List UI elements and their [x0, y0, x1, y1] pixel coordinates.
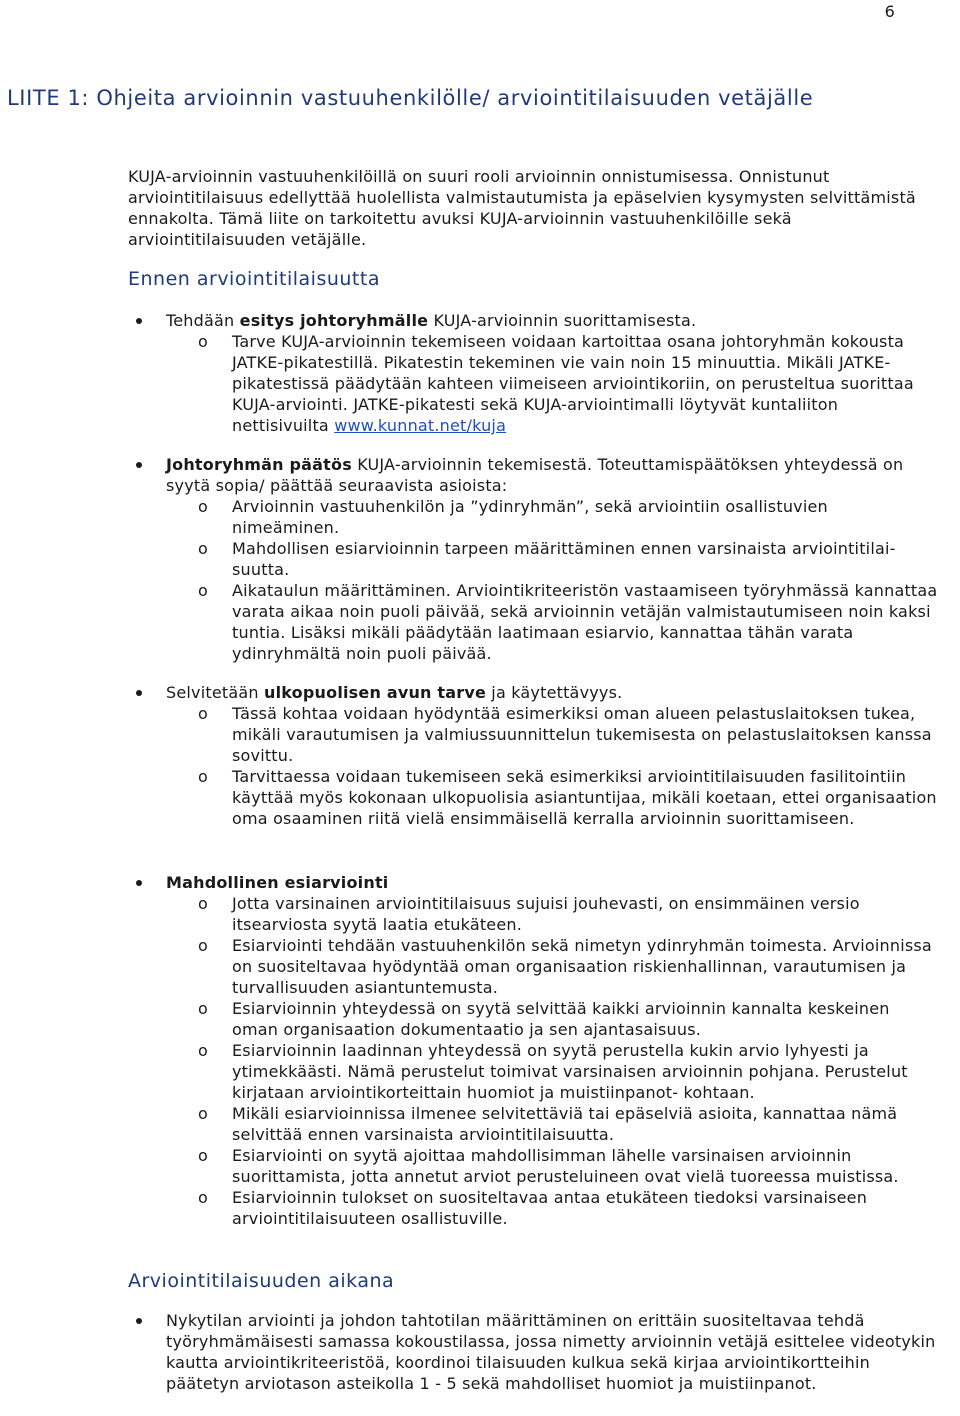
- bullet-text-post: KUJA-arvioinnin suorittamisesta.: [428, 311, 697, 330]
- section-heading-before: Ennen arviointitilaisuutta: [128, 268, 380, 290]
- bullet-current-state: [128, 1310, 938, 1394]
- sub-bullet-icon: o: [198, 894, 208, 913]
- sub-item-text: Esiarviointi on syytä ajoittaa mahdollisimman lähelle varsinaisen arvioinnin suorittamista, jotta annetut arviot perusteluineen ovat vielä tuoreessa muistissa.: [232, 1146, 899, 1186]
- bullet-text-post: KUJA-arvioinnin tekemisestä. Toteuttamispäätöksen yhteydessä on syytä sopia/ päättää seuraavista asioista:: [166, 455, 904, 495]
- bullet-icon: [136, 462, 142, 468]
- sub-bullet-icon: o: [198, 581, 208, 600]
- sub-bullet-icon: o: [198, 1146, 208, 1165]
- sub-item-text: Mahdollisen esiarvioinnin tarpeen määrittäminen ennen varsinaista arviointitilai-suutta.: [232, 539, 896, 579]
- sub-item-text: Tarve KUJA-arvioinnin tekemiseen voidaan kartoittaa osana johtoryhmän kokousta JATKE-pikatestillä. Pikatestin tekeminen vie vain noin 15 minuuttia. Mikäli JATKE-pikatestissä päädytään kahteen viimeiseen arviointikoriin, on perusteltua suorittaa KUJA-arviointi. JATKE-pikatesti sekä KUJA-arviointimalli löytyvät kuntaliiton nettisivuilta www.kunnat.net/kuja: [232, 332, 914, 435]
- section-heading-during: Arviointitilaisuuden aikana: [128, 1270, 395, 1292]
- bullet-text-pre: Tehdään: [166, 311, 240, 330]
- bullet-text-pre: Selvitetään: [166, 683, 264, 702]
- bullet-icon: [136, 318, 142, 324]
- intro-paragraph: KUJA-arvioinnin vastuuhenkilöillä on suuri rooli arvioinnin onnistumisessa. Onnistunut arviointitilaisuus edellyttää huolellista valmistautumista ja epäselvien kysymysten selvittämistä ennakolta. Tämä liite on tarkoitettu avuksi KUJA-arvioinnin vastuuhenkilöille sekä arviointitilaisuuden vetäjälle.: [128, 167, 916, 249]
- sub-bullet-icon: o: [198, 936, 208, 955]
- bullet-text-bold: Mahdollinen esiarviointi: [166, 873, 389, 892]
- sub-item-text: Mikäli esiarvioinnissa ilmenee selvitettäviä tai epäselviä asioita, kannattaa nämä selvittää ennen varsinaista arviointitilaisuutta.: [232, 1104, 898, 1144]
- sub-bullet-icon: o: [198, 332, 208, 351]
- sub-item-text: Tarvittaessa voidaan tukemiseen sekä esimerkiksi arviointitilaisuuden fasilitointiin käyttää myös kokonaan ulkopuolisia asiantuntijaa, mikäli koetaan, ettei organisaation oma osaaminen riitä vielä ensimmäisellä kerralla arvioinnin suorittamiseen.: [232, 767, 937, 828]
- bullet-text-bold: Johtoryhmän päätös: [166, 455, 352, 474]
- bullet-decision: [128, 454, 938, 664]
- sub-bullet-icon: o: [198, 999, 208, 1018]
- sub-bullet-icon: o: [198, 767, 208, 786]
- bullet-icon: [136, 880, 142, 886]
- sub-item-text: Esiarvioinnin tulokset on suositeltavaa antaa etukäteen tiedoksi varsinaiseen arviointitilaisuuteen osallistuville.: [232, 1188, 868, 1228]
- bullet-icon: [136, 1318, 142, 1324]
- page-title: LIITE 1: Ohjeita arvioinnin vastuuhenkilölle/ arviointitilaisuuden vetäjälle: [7, 86, 814, 110]
- bullet-proposal: [128, 310, 938, 436]
- bullet-text-bold: esitys johtoryhmälle: [239, 311, 429, 330]
- sub-item-text: Arvioinnin vastuuhenkilön ja ”ydinryhmän”, sekä arviointiin osallistuvien nimeäminen.: [232, 497, 828, 537]
- bullet-pre-assessment: [128, 872, 938, 1229]
- bullet-text-bold: ulkopuolisen avun tarve: [264, 683, 487, 702]
- bullet-icon: [136, 690, 142, 696]
- sub-bullet-icon: o: [198, 539, 208, 558]
- sub-bullet-icon: o: [198, 1041, 208, 1060]
- sub-bullet-icon: o: [198, 704, 208, 723]
- sub-item-text: Tässä kohtaa voidaan hyödyntää esimerkiksi oman alueen pelastuslaitoksen tukea, mikäli varautumisen ja valmiussuunnittelun tukemisesta on pelastuslaitoksen kanssa sovittu.: [232, 704, 932, 765]
- sub-bullet-icon: o: [198, 1104, 208, 1123]
- sub-item-text: Esiarviointi tehdään vastuuhenkilön sekä nimetyn ydinryhmän toimesta. Arvioinnissa on suositeltavaa hyödyntää oman organisaation riskienhallinnan, varautumisen ja turvallisuuden asiantuntemusta.: [232, 936, 932, 997]
- page-number: 6: [884, 2, 895, 21]
- sub-item-text: Jotta varsinainen arviointitilaisuus sujuisi jouhevasti, on ensimmäinen versio itsearviosta syytä laatia etukäteen.: [232, 894, 860, 934]
- sub-item-text: Esiarvioinnin laadinnan yhteydessä on syytä perustella kukin arvio lyhyesti ja ytimekkäästi. Nämä perustelut toimivat varsinaisen arvioinnin pohjana. Perustelut kirjataan arviointikorteittain huomiot ja muistiinpanot- kohtaan.: [232, 1041, 908, 1102]
- sub-item-text: Esiarvioinnin yhteydessä on syytä selvittää kaikki arvioinnin kannalta keskeinen oman organisaation dokumentaatio ja sen ajantasaisuus.: [232, 999, 890, 1039]
- sub-item-text: Aikataulun määrittäminen. Arviointikriteeristön vastaamiseen työryhmässä kannattaa varata aikaa noin puoli päivää, sekä arvioinnin vetäjän valmistautumiseen noin kaksi tuntia. Lisäksi mikäli päädytään laatimaan esiarvio, kannattaa tähän varata ydinryhmältä noin puoli päivää.: [232, 581, 938, 663]
- bullet-external-help: [128, 682, 938, 829]
- kunnat-link[interactable]: www.kunnat.net/kuja: [334, 416, 507, 435]
- bullet-text-post: ja käytettävyys.: [486, 683, 623, 702]
- sub-bullet-icon: o: [198, 497, 208, 516]
- sub-bullet-icon: o: [198, 1188, 208, 1207]
- bullet-text: Nykytilan arviointi ja johdon tahtotilan määrittäminen on erittäin suositeltavaa tehdä työryhmämäisesti samassa kokoustilassa, jossa nimetty arvioinnin vetäjä esittelee videotykin kautta arviointikriteeristöä, koordinoi tilaisuuden kulkua sekä kirjaa arviointikortteihin päätetyn arviotason asteikolla 1 - 5 sekä mahdolliset huomiot ja muistiinpanot.: [166, 1311, 936, 1393]
